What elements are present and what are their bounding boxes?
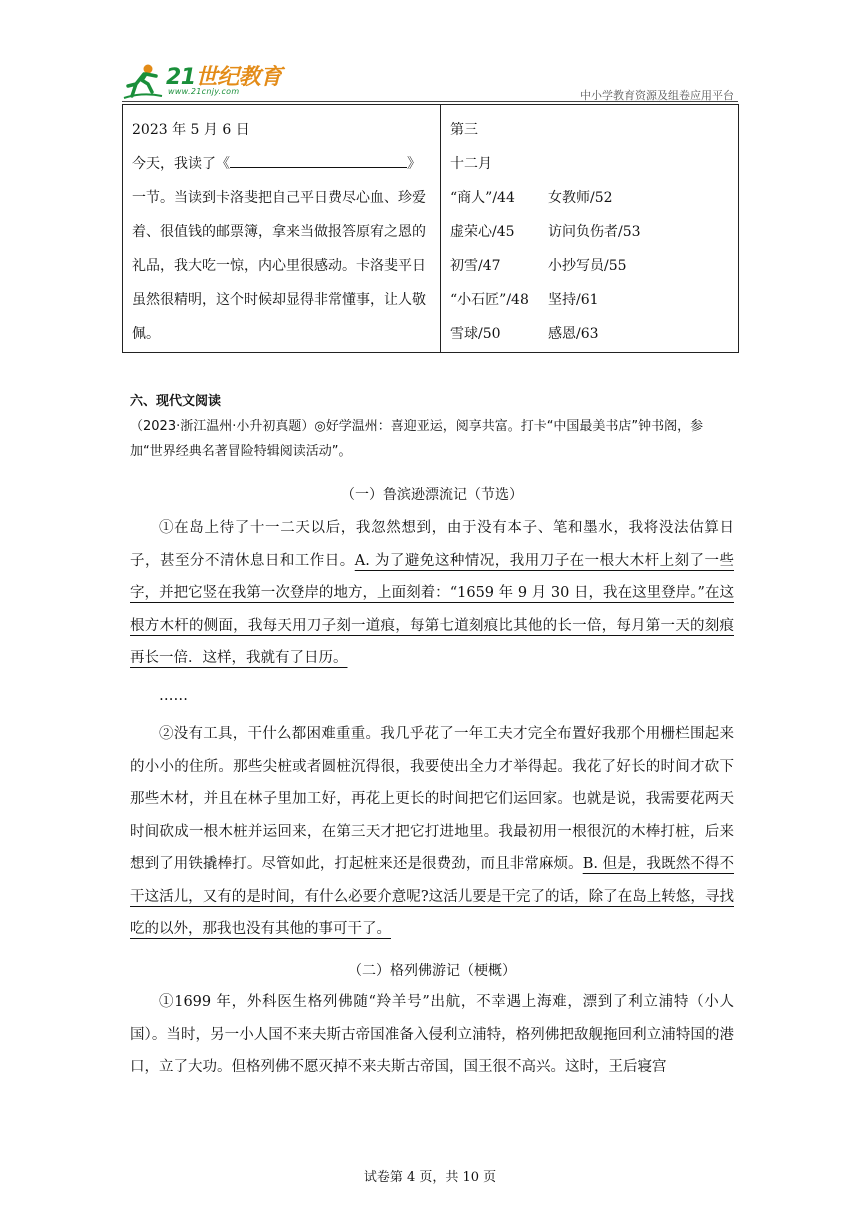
passage-2-title: （二）格列佛游记（梗概）: [348, 963, 516, 979]
toc-row: 雪球/50 感恩/63: [450, 326, 599, 342]
passage-1-paragraph-2: ②没有工具，干什么都困难重重。我几乎花了一年工夫才完全布置好我那个用栅栏围起来的小小的住所。那些尖桩或者圆桩沉得很，我要使出全力才举得起。我花了好长的时间才砍下那些木材，并且在林子里加工好，再花上更长的时间把它们运回家。也就是说，我需要花两天时间砍成一根木桩并运回来，在第三天才把它打进地里。我最初用一根很沉的木棒打桩，后来想到了用铁撬棒打。尽管如此，打起桩来还是很费劲，而且非常麻烦。B. 但是，我既然不得不干这活儿，又有的是时间，有什么必要介意呢?这活儿要是干完了的话，除了在岛上转悠，寻找吃的以外，那我也没有其他的事可干了。: [130, 726, 735, 937]
diary-cell: [123, 105, 441, 353]
logo: [122, 62, 282, 104]
toc-part: 第三: [450, 122, 478, 138]
fill-in-blank[interactable]: [230, 147, 407, 168]
diary-line-1: 今天，我读了《 》: [132, 147, 430, 181]
question-intro: （2023·浙江温州·小升初真题）◎好学温州：喜迎亚运，阅享共富。打卡“中国最美书店”钟书阁，参加“世界经典名著冒险特辑阅读活动”。: [130, 419, 704, 459]
toc-row: 初雪/47 小抄写员/55: [450, 258, 627, 274]
diary-body: 一节。当读到卡洛斐把自己平日费尽心血、珍爱着、很值钱的邮票簿，拿来当做报答原宥之恩的礼品，我大吃一惊，内心里很感动。卡洛斐平日虽然很精明，这个时候却显得非常懂事，让人敬佩。: [132, 190, 426, 342]
passage-2-paragraph-1: ①1699 年，外科医生格列佛随“羚羊号”出航，不幸遇上海难，漂到了利立浦特（小人国）。当时，另一小人国不来夫斯古帝国准备入侵利立浦特，格列佛把敌舰拖回利立浦特国的港口，立了大功。但格列佛不愿灭掉不来夫斯古帝国，国王很不高兴。这时，王后寝宫: [130, 994, 734, 1075]
header-divider: [122, 101, 738, 102]
toc-month: 十二月: [450, 156, 492, 172]
diary-date: 2023 年 5 月 6 日: [132, 122, 250, 138]
passage-1-title: （一）鲁滨逊漂流记（节选）: [341, 487, 523, 503]
ellipsis: ……: [159, 688, 188, 704]
toc-row: “商人”/44 女教师/52: [450, 190, 613, 206]
toc-row: 虚荣心/45 访问负伤者/53: [450, 224, 641, 240]
passage-1-paragraph-1: ①在岛上待了十一二天以后，我忽然想到，由于没有本子、笔和墨水，我将没法估算日子，甚至分不清休息日和工作日。A. 为了避免这种情况，我用刀子在一根大木杆上刻了一些字，并把它竖在我第一次登岸的地方，上面刻着：“1659 年 9 月 30 日，我在这里登岸。”在这根方木杆的侧面，我每天用刀子刻一道痕，每第七道刻痕比其他的长一倍，每月第一天的刻痕再长一倍．这样，我就有了日历。: [130, 520, 734, 666]
page-footer: 试卷第 4 页，共 10 页: [363, 1170, 497, 1185]
page-header: [122, 62, 738, 104]
toc-cell: [441, 105, 739, 353]
platform-name: 中小学教育资源及组卷应用平台: [580, 89, 734, 102]
underlined-sentence-b: B. 但是，我既然不得不干这活儿，又有的是时间，有什么必要介意呢?这活儿要是干完了的话，除了在岛上转悠，寻找吃的以外，那我也没有其他的事可干了。: [130, 856, 735, 937]
logo-url: www.21cnjy.com: [168, 87, 240, 96]
toc-row: “小石匠”/48 坚持/61: [450, 292, 599, 308]
underlined-sentence-a: A. 为了避免这种情况，我用刀子在一根大木杆上刻了一些字，并把它竖在我第一次登岸的地方，上面刻着：“1659 年 9 月 30 日，我在这里登岸。”在这根方木杆的侧面，我每天用刀子刻一道痕，每第七道刻痕比其他的长一倍，每月第一天的刻痕再长一倍．这样，我就有了日历。: [130, 552, 734, 666]
section-title: 六、现代文阅读: [130, 394, 222, 409]
runner-logo-icon: [122, 62, 166, 102]
diary-table: [122, 104, 739, 353]
logo-text: 21世纪教育: [166, 65, 282, 90]
